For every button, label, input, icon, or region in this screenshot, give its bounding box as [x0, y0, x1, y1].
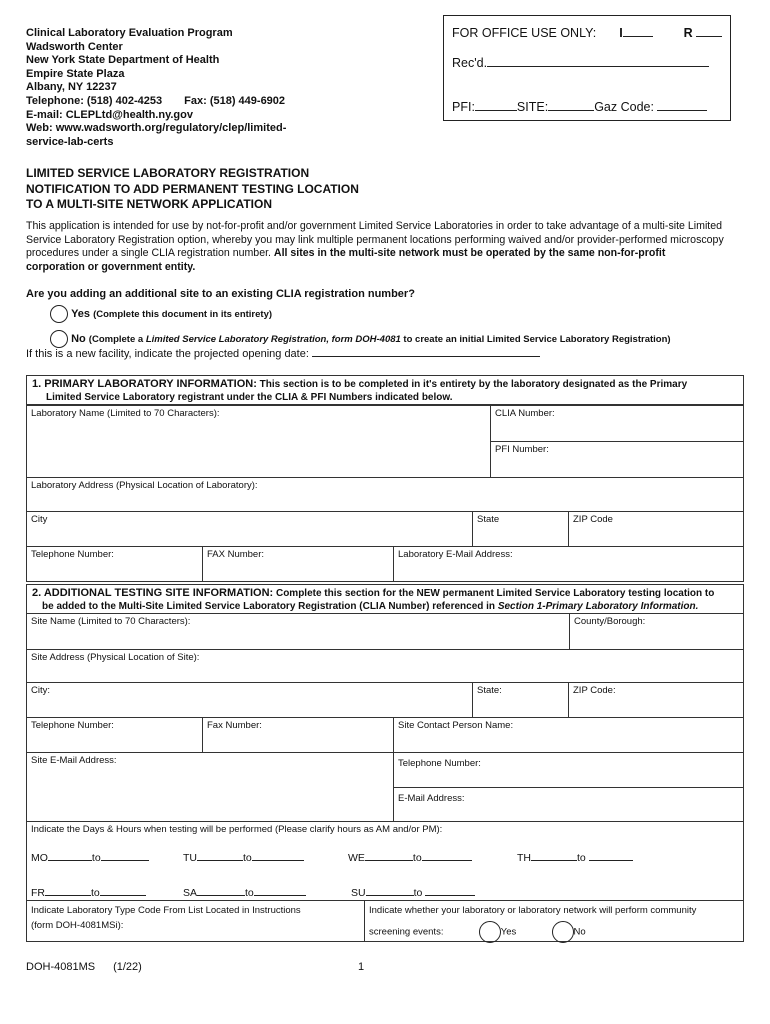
office-use-box — [443, 15, 731, 121]
hours-from[interactable] — [531, 848, 577, 861]
lab-telephone-field[interactable] — [26, 546, 203, 582]
hours-from[interactable] — [197, 883, 245, 896]
title-line: LIMITED SERVICE LABORATORY REGISTRATION — [26, 166, 310, 180]
lab-name-field[interactable] — [26, 405, 491, 478]
clia-number-field[interactable] — [490, 405, 744, 442]
lab-type-code-field[interactable] — [26, 900, 365, 942]
hours-to[interactable] — [254, 883, 306, 896]
day-label: SU — [351, 887, 366, 899]
office-i-label: I — [619, 26, 623, 40]
to-label: to — [91, 852, 101, 864]
page-number: 1 — [358, 961, 365, 973]
site-fax-field[interactable] — [202, 717, 394, 753]
day-label: MO — [31, 852, 48, 864]
lab-address-field[interactable] — [26, 477, 744, 512]
lab-name-label: Laboratory Name (Limited to 70 Characters): — [31, 408, 220, 419]
office-recd-label: Rec'd. — [452, 56, 488, 70]
screening-events-field — [364, 900, 744, 942]
header-fax: Fax: (518) 449-6902 — [184, 94, 286, 107]
header-line: Albany, NY 12237 — [26, 81, 117, 94]
section2-desc2: be added to the Multi-Site Limited Service Laboratory Registration (CLIA Number) referenced in — [42, 600, 498, 612]
wednesday-hours[interactable] — [348, 848, 472, 864]
site-address-label: Site Address (Physical Location of Site): — [31, 652, 200, 663]
screening-yes-label: Yes — [500, 926, 517, 938]
state-field[interactable] — [472, 511, 569, 547]
office-i-field[interactable] — [623, 24, 653, 37]
option-no[interactable] — [50, 330, 671, 348]
site-city-label: City: — [31, 685, 50, 696]
hours-to[interactable] — [425, 883, 475, 896]
form-date: (1/22) — [113, 961, 142, 973]
site-state-label: State: — [477, 685, 502, 696]
screening-no-label: No — [573, 926, 586, 938]
city-label: City — [31, 514, 48, 525]
hours-from[interactable] — [366, 883, 414, 896]
office-r-label: R — [683, 26, 693, 40]
opening-date-label: If this is a new facility, indicate the projected opening date: — [26, 348, 309, 360]
pfi-number-field[interactable] — [490, 441, 744, 478]
zip-field[interactable] — [568, 511, 744, 547]
to-label: to — [412, 852, 422, 864]
sunday-hours[interactable] — [351, 883, 475, 899]
site-contact-label: Site Contact Person Name: — [398, 720, 514, 731]
to-label: to — [91, 887, 100, 899]
office-site-field[interactable] — [548, 98, 594, 111]
hours-to[interactable] — [101, 848, 149, 861]
office-pfi-label: PFI: — [452, 100, 475, 114]
lab-address-label: Laboratory Address (Physical Location of Laboratory): — [31, 480, 258, 491]
office-title-row — [452, 24, 722, 40]
program-header — [26, 27, 286, 149]
contact-email-field[interactable] — [393, 787, 744, 822]
header-contact — [26, 95, 286, 109]
site-zip-label: ZIP Code: — [573, 685, 616, 696]
hours-to[interactable] — [252, 848, 304, 861]
header-line: New York State Department of Health — [26, 54, 220, 67]
zip-label: ZIP Code — [573, 514, 613, 525]
no-note-end: to create an initial Limited Service Laboratory Registration) — [400, 333, 671, 345]
day-label: SA — [183, 887, 198, 899]
hours-to[interactable] — [100, 883, 146, 896]
section2-desc2-ref: Section 1-Primary Laboratory Information. — [497, 600, 699, 612]
yes-note: (Complete this document in its entirety) — [93, 308, 273, 320]
no-label: No — [71, 332, 86, 345]
lab-telephone-label: Telephone Number: — [31, 549, 114, 560]
header-line: Clinical Laboratory Evaluation Program — [26, 27, 233, 39]
intro-text: This application is intended for use by not-for-profit and/or government Limited Service Laboratories in order to take advantage of a multi-site Limited Service Laboratory Registration option, whereby you may link multiple permanent locations performing waived and/or provider-performed microscopy procedures under a single CLIA registration number. — [26, 220, 724, 260]
office-gaz-field[interactable] — [657, 98, 707, 111]
title-line: NOTIFICATION TO ADD PERMANENT TESTING LOCATION — [26, 181, 359, 196]
hours-from[interactable] — [45, 883, 91, 896]
section1-desc: This section is to be completed in it's entirety by the laboratory designated as the Primary — [256, 379, 688, 390]
hours-from[interactable] — [365, 848, 413, 861]
section2-desc: Complete this section for the NEW permanent Limited Service Laboratory testing location to — [273, 588, 715, 599]
lab-fax-field[interactable] — [202, 546, 394, 582]
county-label: County/Borough: — [574, 616, 646, 627]
lab-email-field[interactable] — [393, 546, 744, 582]
section1-header — [26, 375, 744, 405]
section2-header — [26, 584, 744, 614]
screening-yes-radio[interactable] — [479, 921, 501, 943]
header-line: Wadsworth Center — [26, 40, 123, 53]
header-email[interactable]: E-mail: CLEPLtd@health.ny.gov — [26, 108, 193, 121]
city-field[interactable] — [26, 511, 473, 547]
screening-label: Indicate whether your laboratory or laboratory network will perform community — [369, 905, 697, 916]
office-site-label: SITE: — [516, 100, 549, 114]
lab-fax-label: FAX Number: — [207, 549, 265, 560]
to-label: to — [577, 852, 586, 864]
existing-clia-question: Are you adding an additional site to an existing CLIA registration number? — [26, 288, 415, 300]
header-line: Empire State Plaza — [26, 67, 125, 80]
lab-type-code-label: Indicate Laboratory Type Code From List Located in Instructions — [31, 905, 301, 916]
pfi-number-label: PFI Number: — [495, 444, 549, 455]
site-email-label: Site E-Mail Address: — [31, 755, 117, 766]
section2-title: 2. ADDITIONAL TESTING SITE INFORMATION: — [32, 587, 274, 599]
day-label: FR — [31, 887, 45, 899]
header-web[interactable]: Web: www.wadsworth.org/regulatory/clep/limited- — [26, 122, 287, 135]
hours-to[interactable] — [422, 848, 472, 861]
hours-to[interactable] — [589, 848, 633, 861]
site-zip-field[interactable] — [568, 682, 744, 718]
office-recd-field[interactable] — [487, 54, 709, 67]
form-number: DOH-4081MS — [26, 961, 96, 973]
clia-number-label: CLIA Number: — [495, 408, 555, 419]
opening-date-row — [26, 347, 540, 360]
site-address-field[interactable] — [26, 649, 744, 683]
contact-phone-label: Telephone Number: — [398, 758, 481, 769]
site-telephone-field[interactable] — [26, 717, 203, 753]
section1-desc2: Limited Service Laboratory registrant under the CLIA & PFI Numbers indicated below. — [46, 391, 453, 403]
site-name-field[interactable] — [26, 613, 570, 650]
no-note-form: Limited Service Laboratory Registration, form DOH-4081 — [145, 333, 401, 345]
yes-label: Yes — [71, 307, 91, 320]
screening-label2: screening events: — [369, 926, 444, 938]
office-title: FOR OFFICE USE ONLY: — [452, 26, 597, 40]
thursday-hours[interactable] — [517, 848, 633, 864]
no-radio[interactable] — [50, 330, 68, 348]
intro-bold-text: All sites in the multi-site network must be operated by the same non-for-profit corporation or government entity. — [26, 247, 666, 273]
to-label: to — [245, 887, 254, 899]
form-title — [26, 166, 359, 213]
office-codes-row — [452, 98, 707, 114]
lab-type-code-label2: (form DOH-4081MSi): — [31, 920, 124, 931]
days-hours-label: Indicate the Days & Hours when testing will be performed (Please clarify hours as AM and/or PM): — [31, 824, 443, 835]
contact-email-label: E-Mail Address: — [398, 793, 465, 804]
no-note: (Complete a — [88, 333, 146, 345]
office-pfi-field[interactable] — [475, 98, 517, 111]
site-name-label: Site Name (Limited to 70 Characters): — [31, 616, 191, 627]
header-telephone: Telephone: (518) 402-4253 — [26, 94, 163, 107]
site-fax-label: Fax Number: — [207, 720, 262, 731]
day-label: TH — [517, 852, 531, 864]
state-label: State — [477, 514, 500, 525]
title-line: TO A MULTI-SITE NETWORK APPLICATION — [26, 197, 272, 211]
day-label: TU — [183, 852, 197, 864]
to-label: to — [413, 887, 423, 899]
header-web-cont: service-lab-certs — [26, 135, 114, 148]
form-code — [26, 961, 142, 973]
opening-date-field[interactable] — [312, 347, 540, 357]
office-gaz-label: Gaz Code: — [594, 100, 654, 114]
day-label: WE — [348, 852, 365, 864]
monday-hours[interactable] — [31, 848, 149, 864]
hours-from[interactable] — [48, 848, 92, 861]
yes-radio[interactable] — [50, 305, 68, 323]
hours-from[interactable] — [197, 848, 243, 861]
site-email-field[interactable] — [26, 752, 394, 822]
screening-no-radio[interactable] — [552, 921, 574, 943]
option-yes[interactable] — [50, 305, 272, 323]
site-state-field[interactable] — [472, 682, 569, 718]
office-r-field[interactable] — [696, 24, 722, 37]
lab-email-label: Laboratory E-Mail Address: — [398, 549, 513, 560]
site-telephone-label: Telephone Number: — [31, 720, 114, 731]
contact-phone-field[interactable] — [393, 752, 744, 788]
site-contact-field[interactable] — [393, 717, 744, 753]
site-city-field[interactable] — [26, 682, 473, 718]
tuesday-hours[interactable] — [183, 848, 304, 864]
intro-paragraph — [26, 220, 726, 274]
saturday-hours[interactable] — [183, 883, 306, 899]
section1-title: 1. PRIMARY LABORATORY INFORMATION: — [32, 378, 257, 390]
to-label: to — [243, 852, 252, 864]
office-recd-row — [452, 54, 709, 70]
county-field[interactable] — [569, 613, 744, 650]
friday-hours[interactable] — [31, 883, 146, 899]
